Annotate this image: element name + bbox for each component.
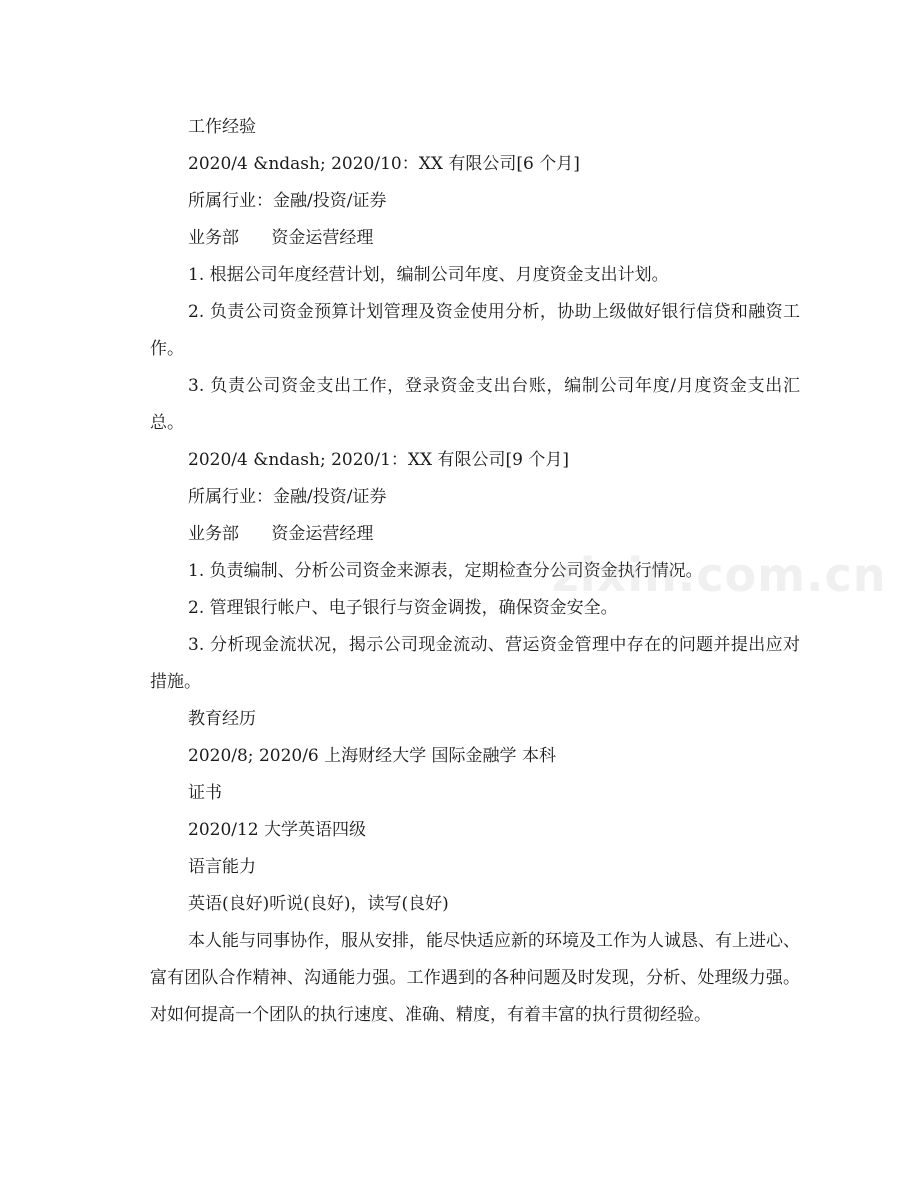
job-2-period: 2020/4 &ndash; 2020/1：XX 有限公司[9 个月] <box>188 450 570 470</box>
job-1-duty-2: 2. 负责公司资金预算计划管理及资金使用分析，协助上级做好银行信贷和融资工作。 <box>150 302 800 359</box>
job-1-duty-3: 3. 负责公司资金支出工作，登录资金支出台账，编制公司年度/月度资金支出汇总。 <box>150 376 800 433</box>
language-entry: 英语(良好)听说(良好)，读写(良好) <box>188 894 449 914</box>
resume-page <box>150 109 800 1034</box>
certificates-heading: 证书 <box>188 783 222 803</box>
site-watermark: zixin.com.cn <box>552 548 887 602</box>
work-experience-heading: 工作经验 <box>188 117 256 137</box>
language-heading: 语言能力 <box>188 857 256 877</box>
job-1-duty-1: 1. 根据公司年度经营计划，编制公司年度、月度资金支出计划。 <box>188 265 669 285</box>
job-2-duty-3: 3. 分析现金流状况，揭示公司现金流动、营运资金管理中存在的问题并提出应对措施。 <box>150 635 800 692</box>
education-heading: 教育经历 <box>188 709 256 729</box>
certificate-entry: 2020/12 大学英语四级 <box>188 820 367 840</box>
job-1-period: 2020/4 &ndash; 2020/10：XX 有限公司[6 个月] <box>188 154 580 174</box>
job-2-dept-role: 业务部 资金运营经理 <box>188 524 374 544</box>
job-1-dept-role: 业务部 资金运营经理 <box>188 228 374 248</box>
education-entry: 2020/8; 2020/6 上海财经大学 国际金融学 本科 <box>188 746 556 766</box>
job-1-industry: 所属行业：金融/投资/证券 <box>188 191 387 211</box>
job-2-industry: 所属行业：金融/投资/证券 <box>188 487 387 507</box>
job-2-duty-2: 2. 管理银行帐户、电子银行与资金调拨，确保资金安全。 <box>188 598 618 618</box>
job-2-duty-1: 1. 负责编制、分析公司资金来源表，定期检查分公司资金执行情况。 <box>188 561 703 581</box>
self-evaluation: 本人能与同事协作，服从安排，能尽快适应新的环境及工作为人诚恳、有上进心、富有团队合作精神、沟通能力强。工作遇到的各种问题及时发现，分析、处理级力强。对如何提高一个团队的执行速度、准确、精度，有着丰富的执行贯彻经验。 <box>150 931 800 1025</box>
